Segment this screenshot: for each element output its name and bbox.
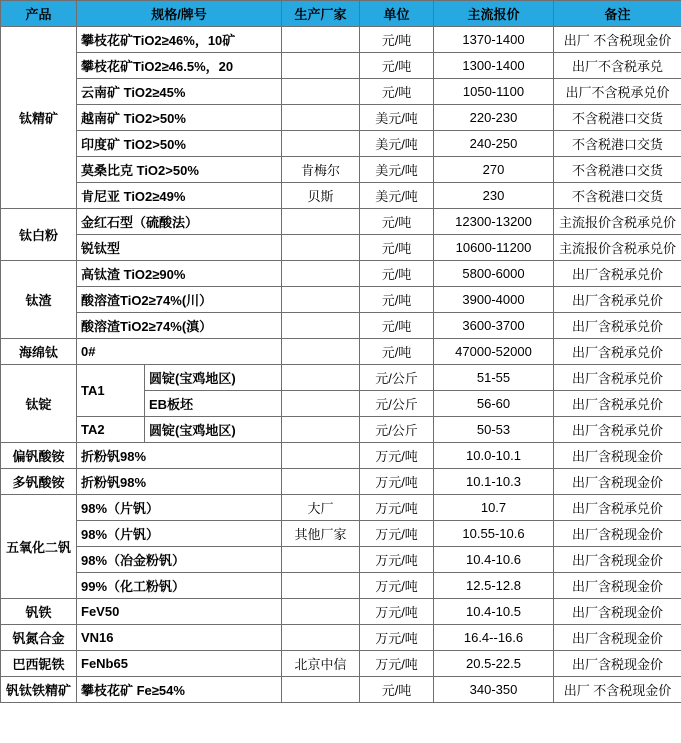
table-row: [1, 677, 681, 703]
spec-cell: 折粉钒98%: [77, 469, 282, 495]
remark-cell: 出厂含税承兑价: [554, 417, 681, 443]
maker-cell: [282, 547, 360, 573]
product-cell: 五氧化二钒: [1, 495, 77, 599]
header-row: [1, 1, 681, 27]
unit-cell: 元/吨: [360, 339, 434, 365]
unit-cell: 元/吨: [360, 235, 434, 261]
maker-cell: [282, 599, 360, 625]
spec-cell: 98%（冶金粉钒）: [77, 547, 282, 573]
product-cell: 钒铁: [1, 599, 77, 625]
price-cell: 10600-11200: [434, 235, 554, 261]
remark-cell: 出厂含税承兑价: [554, 287, 681, 313]
remark-cell: 不含税港口交货: [554, 131, 681, 157]
maker-cell: [282, 235, 360, 261]
table-row: [1, 599, 681, 625]
price-cell: 5800-6000: [434, 261, 554, 287]
price-cell: 1050-1100: [434, 79, 554, 105]
maker-cell: [282, 417, 360, 443]
spec-cell: 锐钛型: [77, 235, 282, 261]
spec-cell: 0#: [77, 339, 282, 365]
product-cell: 海绵钛: [1, 339, 77, 365]
product-cell: 钛白粉: [1, 209, 77, 261]
unit-cell: 元/吨: [360, 53, 434, 79]
maker-cell: [282, 625, 360, 651]
unit-cell: 万元/吨: [360, 625, 434, 651]
unit-cell: 元/公斤: [360, 365, 434, 391]
price-cell: 10.7: [434, 495, 554, 521]
spec-cell: 99%（化工粉钒）: [77, 573, 282, 599]
price-cell: 20.5-22.5: [434, 651, 554, 677]
table-row: [1, 27, 681, 53]
header-remark: 备注: [554, 1, 681, 27]
table-body: [1, 27, 681, 703]
remark-cell: 出厂含税承兑价: [554, 339, 681, 365]
maker-cell: [282, 261, 360, 287]
table-row: [1, 417, 681, 443]
unit-cell: 元/吨: [360, 677, 434, 703]
spec-grade-cell: TA2: [77, 417, 145, 443]
table-row: [1, 287, 681, 313]
spec-cell: 莫桑比克 TiO2>50%: [77, 157, 282, 183]
maker-cell: [282, 209, 360, 235]
spec-cell: VN16: [77, 625, 282, 651]
table-row: [1, 209, 681, 235]
maker-cell: 大厂: [282, 495, 360, 521]
spec-cell: 98%（片钒）: [77, 495, 282, 521]
remark-cell: 不含税港口交货: [554, 157, 681, 183]
spec-cell: 肯尼亚 TiO2≥49%: [77, 183, 282, 209]
remark-cell: 出厂不含税承兑: [554, 53, 681, 79]
remark-cell: 出厂含税现金价: [554, 469, 681, 495]
unit-cell: 万元/吨: [360, 469, 434, 495]
remark-cell: 主流报价含税承兑价: [554, 209, 681, 235]
price-cell: 16.4--16.6: [434, 625, 554, 651]
price-cell: 230: [434, 183, 554, 209]
price-cell: 3900-4000: [434, 287, 554, 313]
product-cell: 钛渣: [1, 261, 77, 339]
header-unit: 单位: [360, 1, 434, 27]
unit-cell: 元/吨: [360, 209, 434, 235]
product-cell: 巴西铌铁: [1, 651, 77, 677]
maker-cell: 北京中信: [282, 651, 360, 677]
header-price: 主流报价: [434, 1, 554, 27]
remark-cell: 出厂含税承兑价: [554, 495, 681, 521]
spec-cell: 攀枝花矿TiO2≥46%，10矿: [77, 27, 282, 53]
table-row: [1, 157, 681, 183]
price-cell: 10.1-10.3: [434, 469, 554, 495]
maker-cell: [282, 131, 360, 157]
spec-form-cell: 圆锭(宝鸡地区): [145, 365, 282, 391]
unit-cell: 美元/吨: [360, 157, 434, 183]
price-cell: 56-60: [434, 391, 554, 417]
remark-cell: 出厂含税承兑价: [554, 261, 681, 287]
remark-cell: 出厂含税现金价: [554, 521, 681, 547]
unit-cell: 万元/吨: [360, 599, 434, 625]
maker-cell: [282, 365, 360, 391]
remark-cell: 出厂含税承兑价: [554, 391, 681, 417]
unit-cell: 元/公斤: [360, 417, 434, 443]
remark-cell: 出厂含税现金价: [554, 625, 681, 651]
spec-cell: 折粉钒98%: [77, 443, 282, 469]
spec-cell: 越南矿 TiO2>50%: [77, 105, 282, 131]
product-cell: 钛精矿: [1, 27, 77, 209]
product-cell: 多钒酸铵: [1, 469, 77, 495]
price-cell: 1300-1400: [434, 53, 554, 79]
price-cell: 1370-1400: [434, 27, 554, 53]
table-row: [1, 53, 681, 79]
unit-cell: 元/吨: [360, 313, 434, 339]
spec-cell: 高钛渣 TiO2≥90%: [77, 261, 282, 287]
maker-cell: [282, 105, 360, 131]
header-maker: 生产厂家: [282, 1, 360, 27]
table-row: [1, 469, 681, 495]
table-row: [1, 339, 681, 365]
unit-cell: 万元/吨: [360, 521, 434, 547]
table-row: [1, 365, 681, 391]
spec-form-cell: 圆锭(宝鸡地区): [145, 417, 282, 443]
maker-cell: 其他厂家: [282, 521, 360, 547]
unit-cell: 元/吨: [360, 261, 434, 287]
remark-cell: 主流报价含税承兑价: [554, 235, 681, 261]
maker-cell: [282, 27, 360, 53]
price-cell: 240-250: [434, 131, 554, 157]
maker-cell: [282, 313, 360, 339]
unit-cell: 万元/吨: [360, 495, 434, 521]
product-cell: 钒钛铁精矿: [1, 677, 77, 703]
remark-cell: 出厂含税承兑价: [554, 365, 681, 391]
table-row: [1, 521, 681, 547]
price-cell: 10.4-10.6: [434, 547, 554, 573]
price-cell: 3600-3700: [434, 313, 554, 339]
maker-cell: [282, 573, 360, 599]
table-row: [1, 183, 681, 209]
unit-cell: 元/吨: [360, 79, 434, 105]
remark-cell: 出厂 不含税现金价: [554, 677, 681, 703]
spec-cell: FeNb65: [77, 651, 282, 677]
remark-cell: 出厂含税现金价: [554, 443, 681, 469]
table-row: [1, 131, 681, 157]
remark-cell: 出厂含税现金价: [554, 573, 681, 599]
remark-cell: 出厂含税现金价: [554, 547, 681, 573]
unit-cell: 万元/吨: [360, 443, 434, 469]
price-cell: 10.4-10.5: [434, 599, 554, 625]
table-row: [1, 313, 681, 339]
spec-cell: 金红石型（硫酸法）: [77, 209, 282, 235]
spec-cell: 云南矿 TiO2≥45%: [77, 79, 282, 105]
spec-cell: 酸溶渣TiO2≥74%(川）: [77, 287, 282, 313]
table-row: [1, 651, 681, 677]
spec-cell: 酸溶渣TiO2≥74%(滇）: [77, 313, 282, 339]
unit-cell: 元/吨: [360, 287, 434, 313]
price-cell: 10.0-10.1: [434, 443, 554, 469]
maker-cell: [282, 339, 360, 365]
maker-cell: 肯梅尔: [282, 157, 360, 183]
price-cell: 51-55: [434, 365, 554, 391]
price-cell: 340-350: [434, 677, 554, 703]
remark-cell: 出厂含税现金价: [554, 599, 681, 625]
maker-cell: [282, 469, 360, 495]
unit-cell: 万元/吨: [360, 547, 434, 573]
table-row: [1, 235, 681, 261]
spec-cell: 攀枝花矿TiO2≥46.5%，20: [77, 53, 282, 79]
unit-cell: 万元/吨: [360, 651, 434, 677]
price-cell: 220-230: [434, 105, 554, 131]
maker-cell: [282, 677, 360, 703]
table-row: [1, 443, 681, 469]
remark-cell: 出厂不含税承兑价: [554, 79, 681, 105]
unit-cell: 元/吨: [360, 27, 434, 53]
table-row: [1, 547, 681, 573]
unit-cell: 美元/吨: [360, 105, 434, 131]
spec-cell: 攀枝花矿 Fe≥54%: [77, 677, 282, 703]
unit-cell: 万元/吨: [360, 573, 434, 599]
product-cell: 偏钒酸铵: [1, 443, 77, 469]
product-cell: 钒氮合金: [1, 625, 77, 651]
remark-cell: 出厂 不含税现金价: [554, 27, 681, 53]
spec-cell: 印度矿 TiO2>50%: [77, 131, 282, 157]
table-header: [1, 1, 681, 27]
remark-cell: 不含税港口交货: [554, 105, 681, 131]
table-row: [1, 625, 681, 651]
remark-cell: 出厂含税承兑价: [554, 313, 681, 339]
spec-grade-cell: TA1: [77, 365, 145, 417]
product-cell: 钛锭: [1, 365, 77, 443]
price-cell: 270: [434, 157, 554, 183]
remark-cell: 出厂含税现金价: [554, 651, 681, 677]
table-row: [1, 573, 681, 599]
unit-cell: 美元/吨: [360, 183, 434, 209]
remark-cell: 不含税港口交货: [554, 183, 681, 209]
header-product: 产品: [1, 1, 77, 27]
unit-cell: 元/公斤: [360, 391, 434, 417]
table-row: [1, 105, 681, 131]
price-cell: 12300-13200: [434, 209, 554, 235]
table-row: [1, 261, 681, 287]
maker-cell: 贝斯: [282, 183, 360, 209]
price-cell: 50-53: [434, 417, 554, 443]
spec-cell: FeV50: [77, 599, 282, 625]
maker-cell: [282, 443, 360, 469]
header-spec: 规格/牌号: [77, 1, 282, 27]
maker-cell: [282, 53, 360, 79]
price-cell: 12.5-12.8: [434, 573, 554, 599]
spec-form-cell: EB板坯: [145, 391, 282, 417]
maker-cell: [282, 79, 360, 105]
price-cell: 47000-52000: [434, 339, 554, 365]
spec-cell: 98%（片钒）: [77, 521, 282, 547]
table-row: [1, 79, 681, 105]
unit-cell: 美元/吨: [360, 131, 434, 157]
price-cell: 10.55-10.6: [434, 521, 554, 547]
table-row: [1, 495, 681, 521]
maker-cell: [282, 287, 360, 313]
maker-cell: [282, 391, 360, 417]
